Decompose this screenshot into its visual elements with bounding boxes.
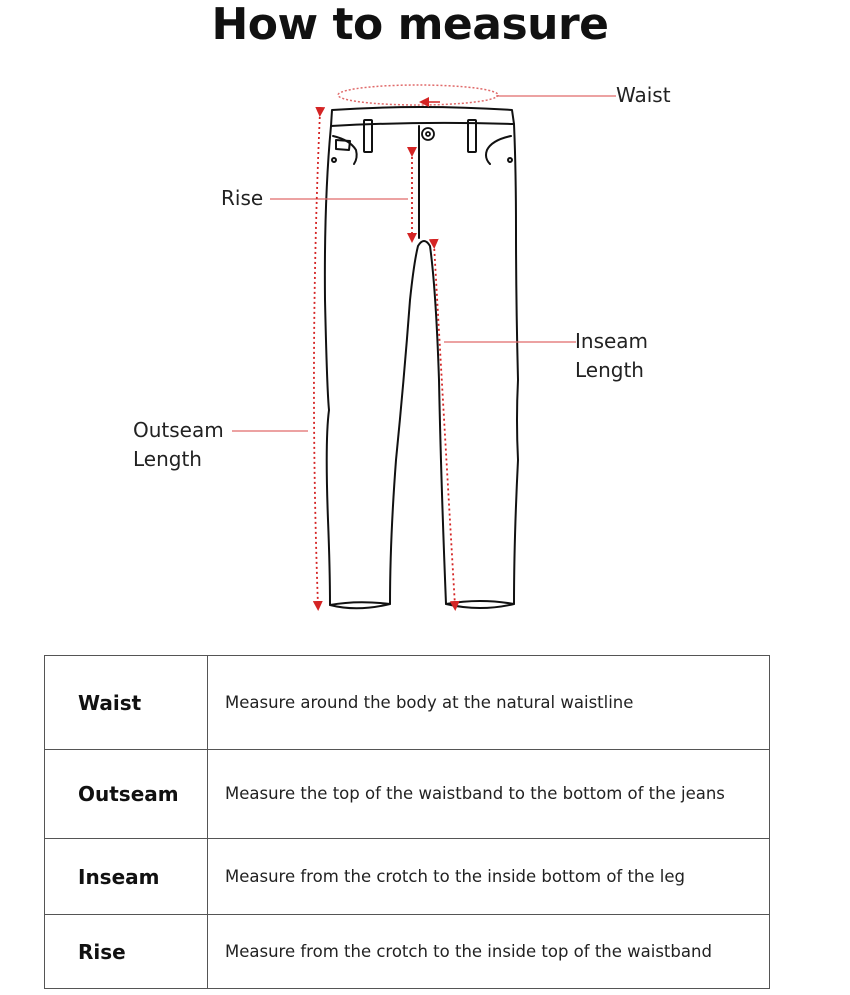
page-title: How to measure: [211, 0, 609, 50]
outseam-label-line2: Length: [133, 447, 202, 471]
left-rivet: [332, 158, 336, 162]
right-hem: [446, 601, 514, 604]
table-row: [45, 750, 770, 839]
description-cell-rise: Measure from the crotch to the inside top of the waistband: [208, 915, 770, 989]
left-coin-pocket: [336, 140, 350, 150]
waist-ellipse: [338, 85, 498, 105]
table-row: [45, 915, 770, 989]
term-cell-outseam: Outseam: [45, 750, 208, 839]
inseam-label-line1: Inseam: [575, 329, 649, 353]
term-cell-inseam: Inseam: [45, 839, 208, 915]
description-cell-inseam: Measure from the crotch to the inside bottom of the leg: [208, 839, 770, 915]
jeans-body: [325, 124, 518, 608]
inseam-label-line2: Length: [575, 358, 644, 382]
jeans-outline: [325, 107, 518, 608]
outseam-label-line1: Outseam: [133, 418, 224, 442]
waist-label: Waist: [616, 83, 671, 107]
right-rivet: [508, 158, 512, 162]
waistband: [331, 107, 514, 126]
waist-button-icon: [422, 128, 434, 140]
outseam-arrow: [314, 112, 320, 606]
description-cell-waist: Measure around the body at the natural waistline: [208, 656, 770, 750]
term-cell-rise: Rise: [45, 915, 208, 989]
table-row: [45, 656, 770, 750]
table-row: [45, 839, 770, 915]
description-cell-outseam: Measure the top of the waistband to the bottom of the jeans: [208, 750, 770, 839]
belt-loop-right: [468, 120, 476, 152]
left-hem: [330, 602, 390, 605]
rise-label: Rise: [221, 186, 264, 210]
term-cell-waist: Waist: [45, 656, 208, 750]
measurement-guide-table: [44, 655, 770, 989]
